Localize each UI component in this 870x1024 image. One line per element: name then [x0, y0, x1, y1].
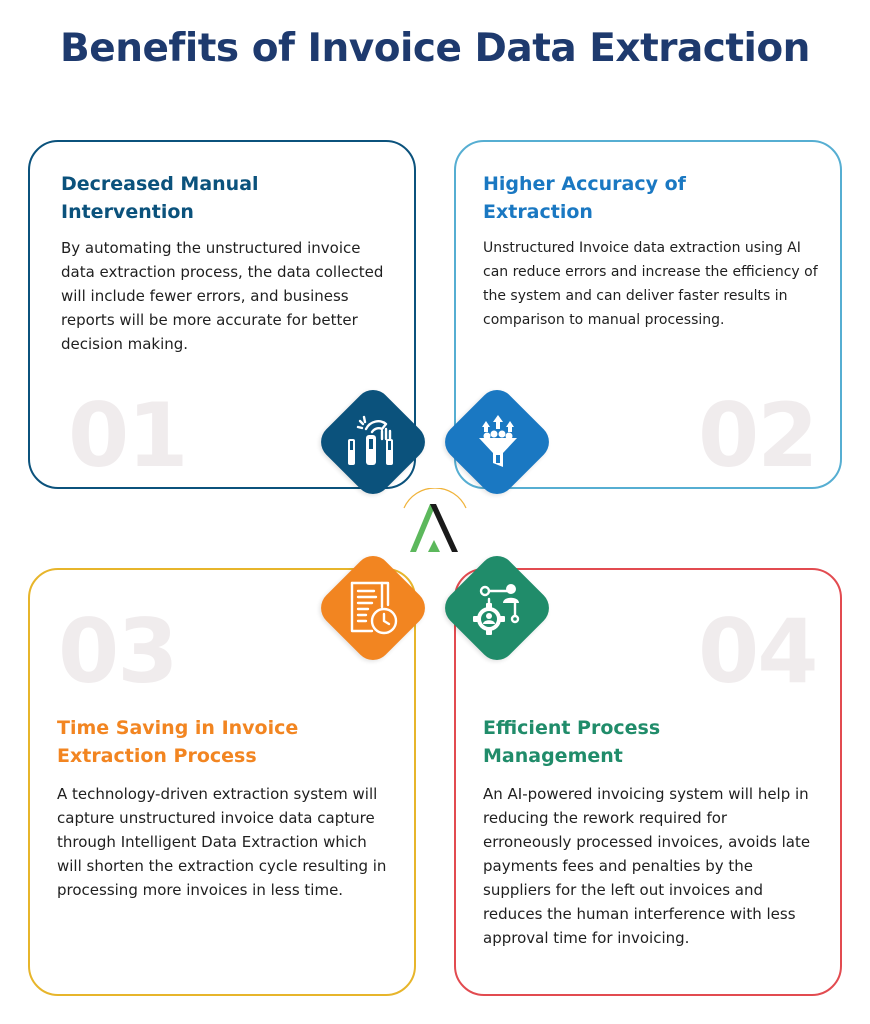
card-number: 01	[68, 384, 187, 487]
card-text: Unstructured Invoice data extraction using AI can reduce errors and increase the efficiency of the system and can deliver faster results in comparison to manual processing.	[483, 240, 818, 328]
card-number: 04	[698, 600, 817, 703]
card-number: 03	[58, 600, 177, 703]
gear-network-icon	[467, 577, 529, 639]
funnel-icon	[467, 411, 529, 473]
card-title: Time Saving in Invoice Extraction Process	[57, 717, 299, 767]
invoice-clock-icon	[342, 577, 404, 639]
card-text: An AI-powered invoicing system will help in reducing the rework required for erroneously processed invoices, avoids late payments fees and penalties by the suppliers for the left out invoices and reduces the human interference with less approval time for invoicing.	[483, 785, 811, 947]
page-title: Benefits of Invoice Data Extraction	[60, 26, 810, 71]
card-title: Higher Accuracy of Extraction	[483, 173, 686, 223]
card-number: 02	[698, 384, 817, 487]
card-title: Efficient Process Management	[483, 717, 661, 767]
card-title: Decreased Manual Intervention	[61, 173, 259, 223]
card-text: A technology-driven extraction system will capture unstructured invoice data capture through Intelligent Data Extraction which will shorten the extraction cycle resulting in processing more invoices in less time.	[57, 785, 387, 899]
card-text: By automating the unstructured invoice data extraction process, the data collected will include fewer errors, and business reports will be more accurate for better decision making.	[61, 239, 384, 353]
logo-a-icon	[400, 488, 470, 556]
hands-tools-icon	[342, 411, 404, 473]
